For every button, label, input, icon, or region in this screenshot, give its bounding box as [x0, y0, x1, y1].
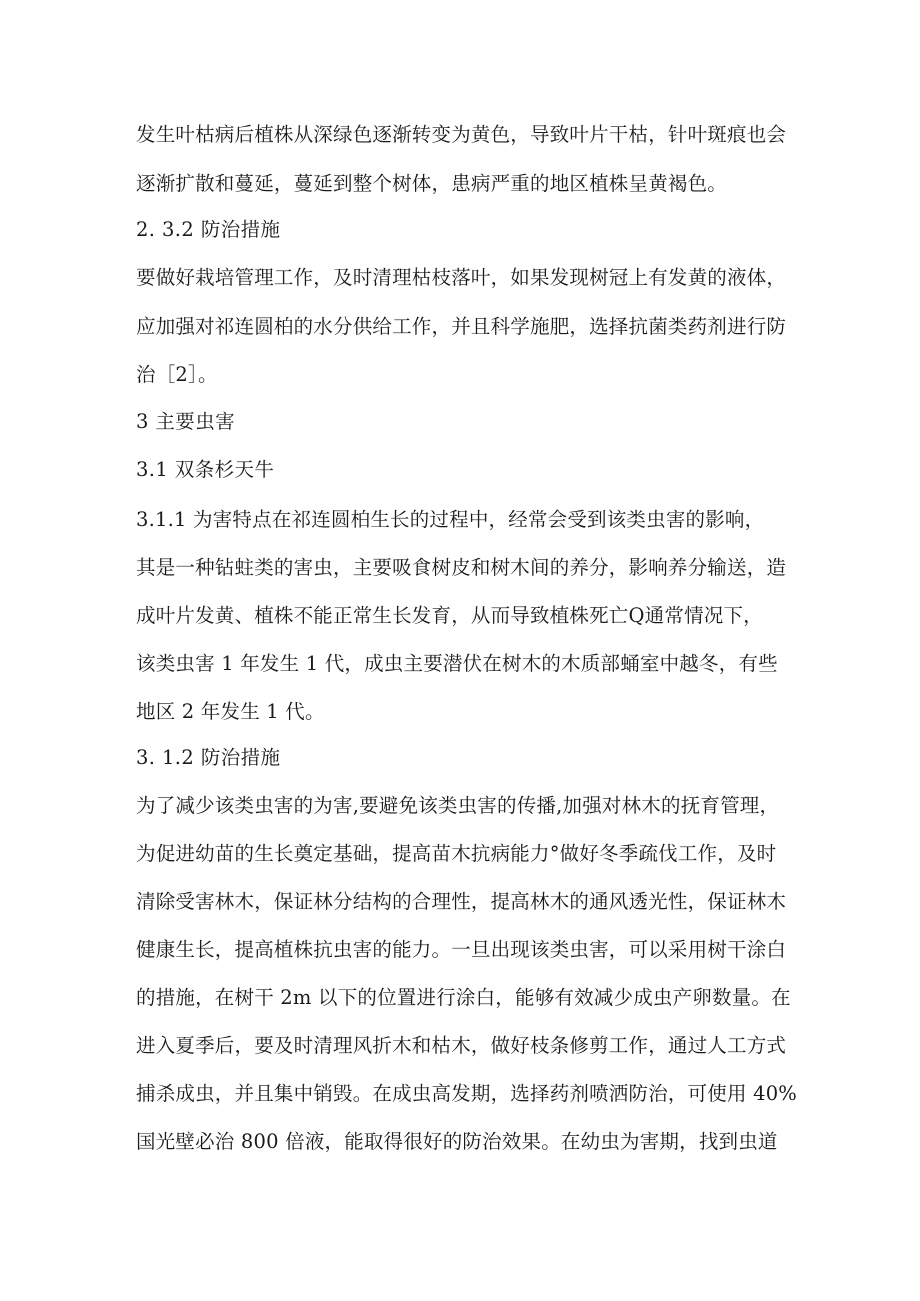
paragraph-line: 成叶片发黄、植株不能正常生长发育，从而导致植株死亡Q通常情况下， [136, 604, 763, 627]
paragraph-line: 其是一种钻蛀类的害虫，主要吸食树皮和树木间的养分，影响养分输送，造 [136, 556, 787, 579]
paragraph-line: 该类虫害 1 年发生 1 代，成虫主要潜伏在树木的木质部蛹室中越冬，有些 [136, 652, 778, 675]
section-heading: 3. 1.2 防治措施 [136, 746, 281, 769]
paragraph-line: 捕杀成虫，并且集中销毁。在成虫高发期，选择药剂喷洒防治，可使用 40% [136, 1082, 798, 1105]
paragraph-line: 逐渐扩散和蔓延，蔓延到整个树体，患病严重的地区植株呈黄褐色。 [136, 172, 728, 195]
paragraph-line: 健康生长，提高植株抗虫害的能力。一旦出现该类虫害，可以采用树干涂白 [136, 938, 787, 961]
paragraph-line: 地区 2 年发生 1 代。 [136, 700, 325, 723]
paragraph-line: 3.1.1 为害特点在祁连圆柏生长的过程中，经常会受到该类虫害的影响， [136, 508, 765, 531]
section-heading: 3.1 双条杉天牛 [136, 458, 275, 481]
paragraph-line: 要做好栽培管理工作，及时清理枯枝落叶，如果发现树冠上有发黄的液体， [136, 266, 787, 289]
section-heading: 3 主要虫害 [136, 410, 236, 433]
paragraph-line: 发生叶枯病后植株从深绿色逐渐转变为黄色，导致叶片干枯，针叶斑痕也会 [136, 123, 787, 146]
paragraph-line: 为了减少该类虫害的为害,要避免该类虫害的传播,加强对林木的抚育管理， [136, 794, 780, 817]
paragraph-line: 应加强对祁连圆柏的水分供给工作，并且科学施肥，选择抗菌类药剂进行防 [136, 315, 787, 338]
paragraph-line: 的措施，在树干 2m 以下的位置进行涂白，能够有效减少成虫产卵数量。在 [136, 986, 791, 1009]
paragraph-line: 治［2］。 [136, 363, 218, 386]
section-heading: 2. 3.2 防治措施 [136, 218, 281, 241]
paragraph-line: 清除受害林木，保证林分结构的合理性，提高林木的通风透光性，保证林木 [136, 890, 787, 913]
paragraph-line: 为促进幼苗的生长奠定基础，提高苗木抗病能力°做好冬季疏伐工作，及时 [136, 842, 777, 865]
paragraph-line: 进入夏季后，要及时清理风折木和枯木，做好枝条修剪工作，通过人工方式 [136, 1034, 787, 1057]
paragraph-line: 国光壁必治 800 倍液，能取得很好的防治效果。在幼虫为害期，找到虫道 [136, 1130, 778, 1153]
